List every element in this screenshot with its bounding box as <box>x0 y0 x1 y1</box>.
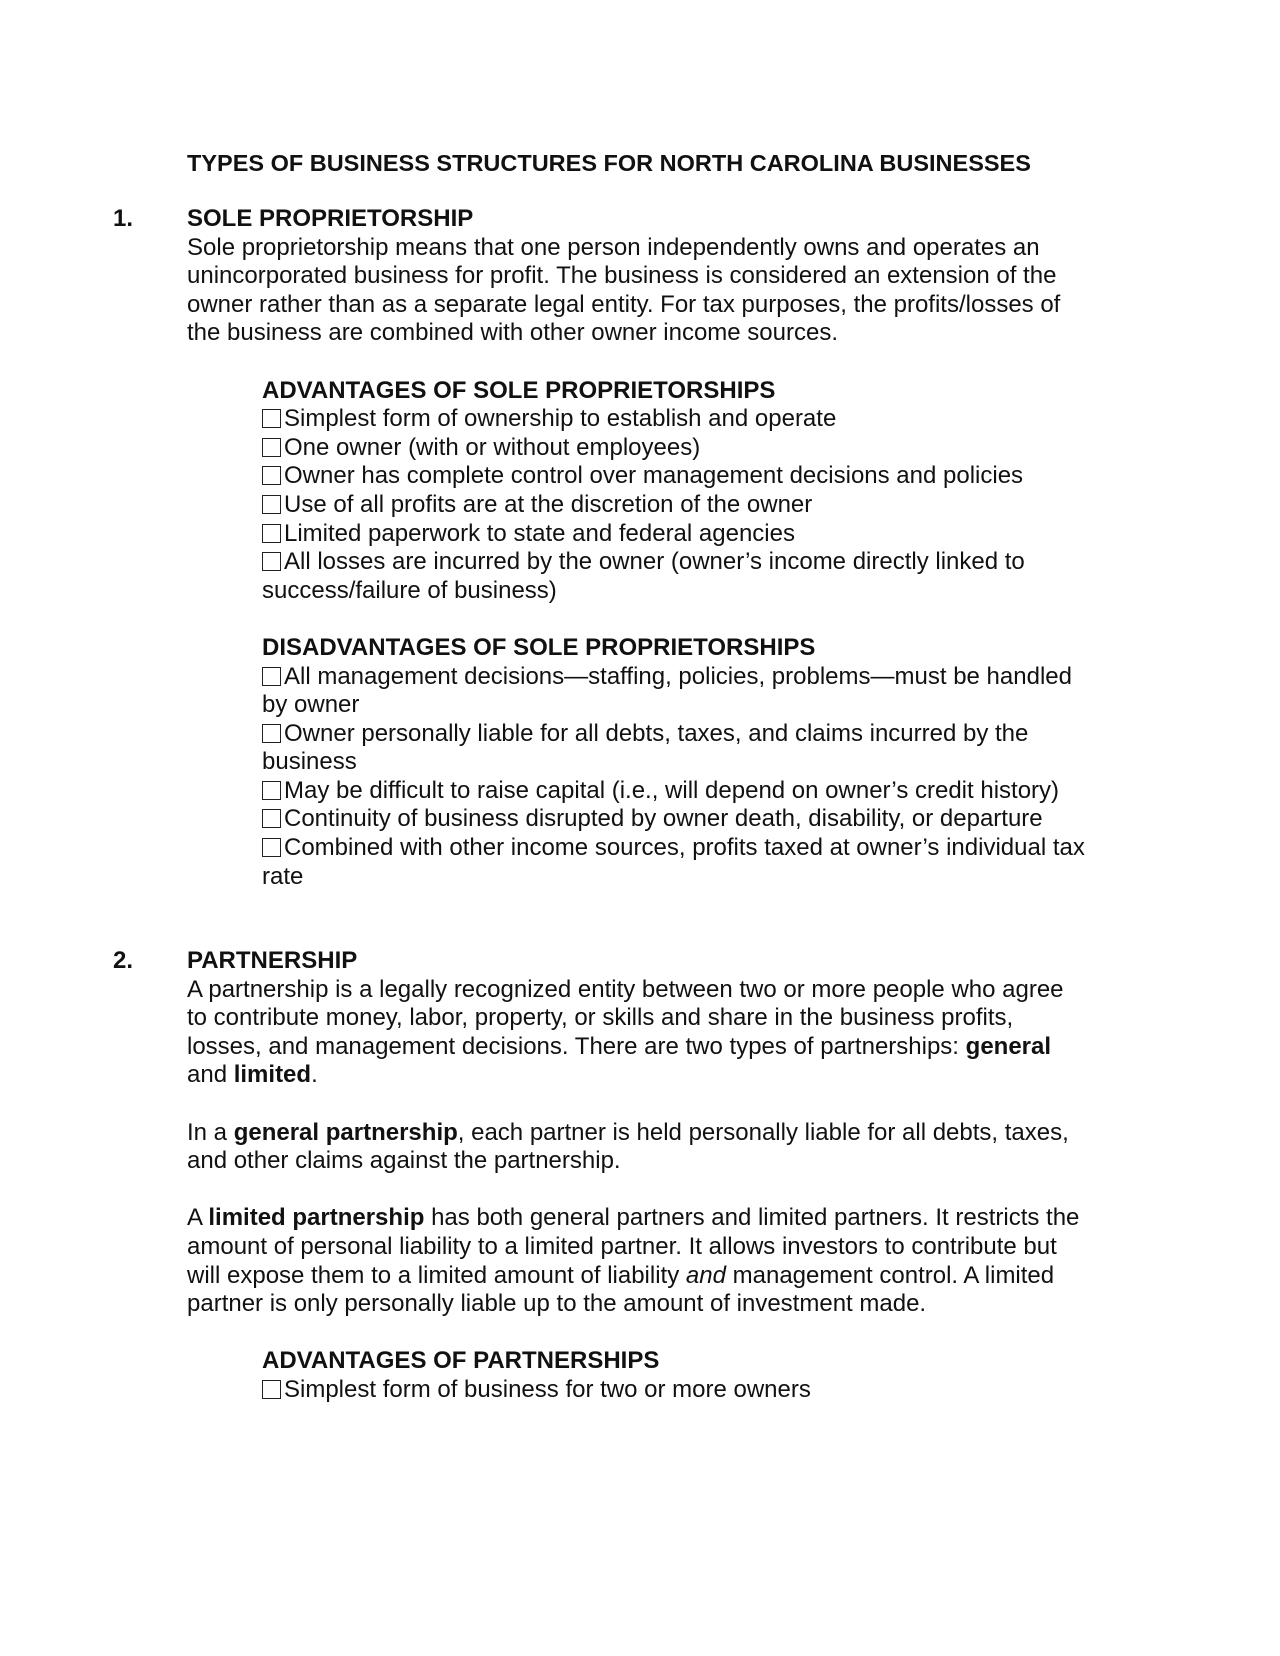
partnership-advantages-block <box>262 1347 1087 1404</box>
list-item: Use of all profits are at the discretion of the owner <box>262 491 1087 520</box>
section-number: 2. <box>113 947 134 974</box>
partnership-intro: A partnership is a legally recognized entity between two or more people who agree to contribute money, labor, property, or skills and share in the business profits, losses, and management decisions. There are two types of partnerships: general and limited. <box>187 975 1064 1089</box>
list-item: All losses are incurred by the owner (owner’s income directly linked to success/failure of business) <box>262 548 1025 604</box>
checkbox-icon <box>262 466 281 485</box>
checkbox-icon <box>262 438 281 457</box>
checkbox-icon <box>262 524 281 543</box>
list-item: Continuity of business disrupted by owner death, disability, or departure <box>262 805 1087 834</box>
list-item: Owner has complete control over management decisions and policies <box>262 462 1087 491</box>
advantages-heading: ADVANTAGES OF PARTNERSHIPS <box>262 1347 660 1375</box>
list-item: May be difficult to raise capital (i.e., will depend on owner’s credit history) <box>262 777 1087 806</box>
checkbox-icon <box>262 781 281 800</box>
checkbox-icon <box>262 809 281 828</box>
document-title: TYPES OF BUSINESS STRUCTURES FOR NORTH CAROLINA BUSINESSES <box>187 150 1031 176</box>
checkbox-icon <box>262 724 281 743</box>
list-item: All management decisions—staffing, policies, problems—must be handled by owner <box>262 662 1072 719</box>
section-body <box>187 205 1087 891</box>
list-item: One owner (with or without employees) <box>262 434 1087 463</box>
checkbox-icon <box>262 552 281 571</box>
advantages-heading: ADVANTAGES OF SOLE PROPRIETORSHIPS <box>262 376 776 404</box>
list-item: Simplest form of business for two or more owners <box>262 1376 1087 1405</box>
list-item: Simplest form of ownership to establish and operate <box>262 405 1087 434</box>
section-number: 1. <box>113 205 134 232</box>
advantages-block <box>262 377 1087 606</box>
section-heading: PARTNERSHIP <box>187 947 358 974</box>
checkbox-icon <box>262 409 281 428</box>
section-description: Sole proprietorship means that one person independently owns and operates an unincorporated business for profit. The business is considered an extension of the owner rather than as a separate legal entity. For tax purposes, the profits/losses of the business are combined with other owner income sources. <box>187 233 1061 347</box>
list-item: Limited paperwork to state and federal agencies <box>262 520 1087 549</box>
checkbox-icon <box>262 667 281 686</box>
checkbox-icon <box>262 495 281 514</box>
list-item: Combined with other income sources, profits taxed at owner’s individual tax rate <box>262 834 1085 890</box>
checkbox-icon <box>262 838 281 857</box>
list-item: Owner personally liable for all debts, taxes, and claims incurred by the business <box>262 719 1029 776</box>
checkbox-icon <box>262 1380 281 1399</box>
general-partnership-paragraph: In a general partnership, each partner is held personally liable for all debts, taxes, and other claims against the partnership. <box>187 1118 1069 1175</box>
section-body <box>187 947 1087 1405</box>
limited-partnership-paragraph: A limited partnership has both general partners and limited partners. It restricts the amount of personal liability to a limited partner. It allows investors to contribute but will expose them to a limited amount of liability and management control. A limited partner is only personally liable up to the amount of investment made. <box>187 1204 1080 1318</box>
disadvantages-block <box>262 634 1087 891</box>
disadvantages-heading: DISADVANTAGES OF SOLE PROPRIETORSHIPS <box>262 633 816 661</box>
section-heading: SOLE PROPRIETORSHIP <box>187 205 474 232</box>
